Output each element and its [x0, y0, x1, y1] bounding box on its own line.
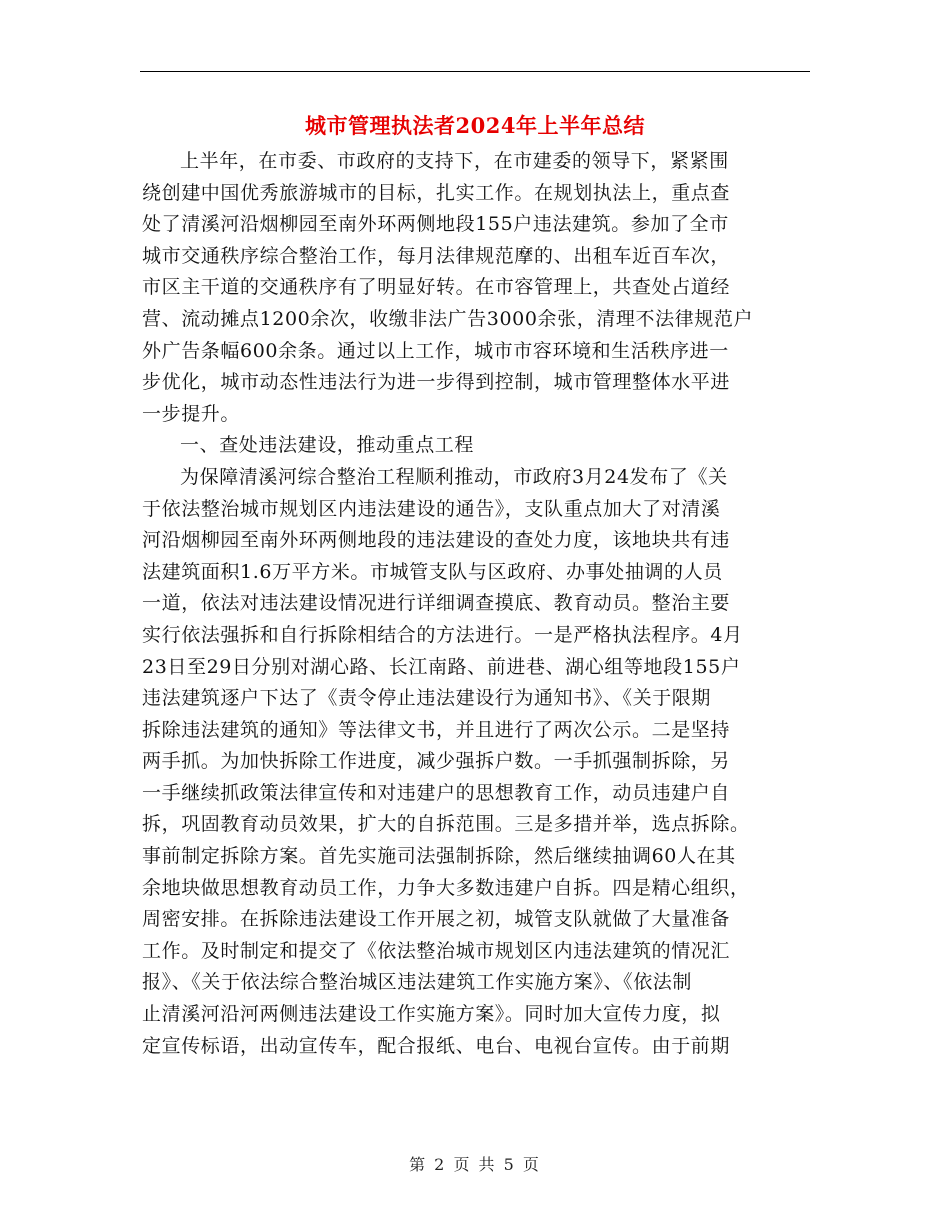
- text-line: 定宣传标语，出动宣传车，配合报纸、电台、电视台宣传。由于前期: [142, 1034, 731, 1057]
- text-line: 绕创建中国优秀旅游城市的目标，扎实工作。在规划执法上，重点查: [142, 181, 731, 204]
- section-heading: 一、查处违法建设，推动重点工程: [180, 434, 475, 457]
- text-line: 营、流动摊点1200余次，收缴非法广告3000余张，清理不法律规范户: [142, 307, 754, 330]
- text-line: 拆，巩固教育动员效果，扩大的自拆范围。三是多措并举，选点拆除。: [142, 813, 750, 836]
- text-line: 城市交通秩序综合整治工作，每月法律规范摩的、出租车近百车次，: [142, 244, 731, 267]
- text-line: 市区主干道的交通秩序有了明显好转。在市容管理上，共查处占道经: [142, 276, 731, 299]
- text-line: 于依法整治城市规划区内违法建设的通告》，支队重点加大了对清溪: [142, 497, 721, 520]
- text-line: 违法建筑逐户下达了《责令停止违法建设行为通知书》、《关于限期: [142, 687, 712, 710]
- text-line: 周密安排。在拆除违法建设工作开展之初，城管支队就做了大量准备: [142, 908, 731, 931]
- text-line: 拆除违法建筑的通知》等法律文书，并且进行了两次公示。二是坚持: [142, 718, 731, 741]
- text-line: 一手继续抓政策法律宣传和对违建户的思想教育工作，动员违建户自: [142, 781, 731, 804]
- text-line: 工作。及时制定和提交了《依法整治城市规划区内违法建筑的情况汇: [142, 939, 731, 962]
- text-line: 实行依法强拆和自行拆除相结合的方法进行。一是严格执法程序。4月: [142, 623, 743, 646]
- document-title: 城市管理执法者2024年上半年总结: [305, 113, 645, 138]
- text-line: 外广告条幅600余条。通过以上工作，城市市容环境和生活秩序进一: [142, 339, 729, 362]
- text-line: 河沿烟柳园至南外环两侧地段的违法建设的查处力度，该地块共有违: [142, 529, 731, 552]
- text-line: 一道，依法对违法建设情况进行详细调查摸底、教育动员。整治主要: [142, 592, 731, 615]
- text-line: 止清溪河沿河两侧违法建设工作实施方案》。同时加大宣传力度，拟: [142, 1003, 721, 1026]
- text-line: 事前制定拆除方案。首先实施司法强制拆除，然后继续抽调60人在其: [142, 845, 736, 868]
- text-line: 为保障清溪河综合整治工程顺利推动，市政府3月24发布了《关: [180, 465, 728, 488]
- document-body: [142, 146, 810, 1062]
- text-line: 步优化，城市动态性违法行为进一步得到控制，城市管理整体水平进: [142, 371, 731, 394]
- text-line: 23日至29日分别对湖心路、长江南路、前进巷、湖心组等地段155户: [142, 655, 741, 678]
- text-line: 上半年，在市委、市政府的支持下，在市建委的领导下，紧紧围: [180, 150, 729, 172]
- text-line: 两手抓。为加快拆除工作进度，减少强拆户数。一手抓强制拆除，另: [142, 750, 731, 773]
- text-line: 一步提升。: [142, 402, 241, 425]
- header-rule: [140, 71, 810, 72]
- text-line: 余地块做思想教育动员工作，力争大多数违建户自拆。四是精心组织，: [142, 876, 750, 899]
- text-line: 报》、《关于依法综合整治城区违法建筑工作实施方案》、《依法制: [142, 971, 693, 994]
- page-number: 第 2 页 共 5 页: [409, 1155, 541, 1174]
- text-line: 法建筑面积1.6万平方米。市城管支队与区政府、办事处抽调的人员: [142, 560, 723, 583]
- text-line: 处了清溪河沿烟柳园至南外环两侧地段155户违法建筑。参加了全市: [142, 213, 729, 236]
